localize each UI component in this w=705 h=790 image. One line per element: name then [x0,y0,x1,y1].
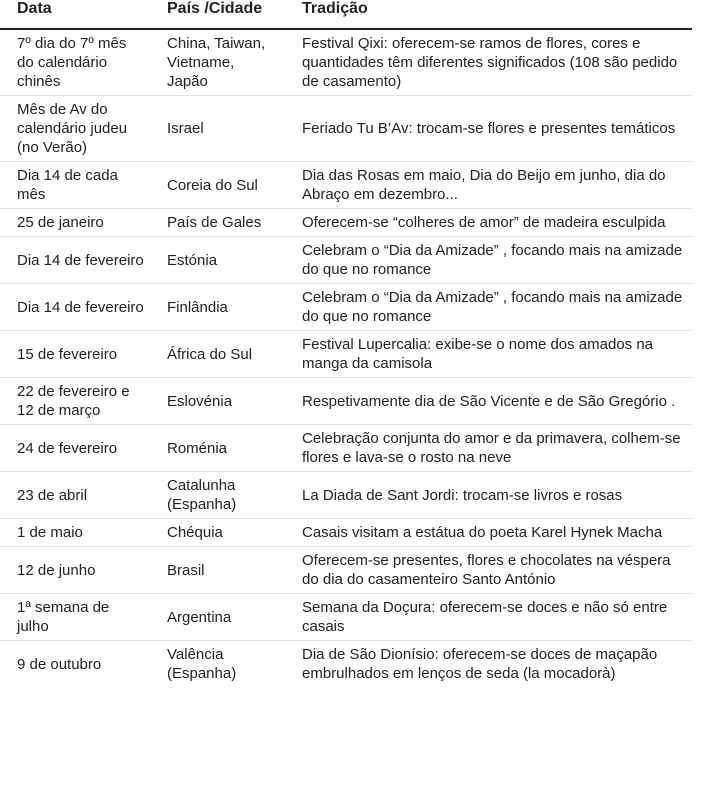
header-date: Data [0,0,150,29]
cell-tradition: Feriado Tu B’Av: trocam-se flores e presentes temáticos [285,96,692,162]
cell-date: 7º dia do 7º mês do calendário chinês [0,29,150,96]
cell-country: Valência (Espanha) [167,646,237,682]
cell-date: Dia 14 de cada mês [0,162,150,209]
cell-tradition: Dia das Rosas em maio, Dia do Beijo em junho, dia do Abraço em dezembro... [285,162,692,209]
header-country: País /Cidade [150,0,285,29]
table-row [0,378,692,425]
cell-country: Catalunha (Espanha) [150,472,285,519]
cell-date: Dia 14 de fevereiro [0,237,150,284]
header-row [0,0,692,29]
cell-tradition: Oferecem-se presentes, flores e chocolates na véspera do dia do casamenteiro Santo António [285,547,692,594]
cell-country: Brasil [150,547,285,594]
cell-date: Mês de Av do calendário judeu (no Verão) [0,96,150,162]
table-row [0,425,692,472]
cell-tradition: Casais visitam a estátua do poeta Karel Hynek Macha [285,519,692,547]
cell-country: África do Sul [150,331,285,378]
table-row [0,472,692,519]
table-row [0,237,692,284]
cell-country: Argentina [150,594,285,641]
cell-date: 1ª semana de julho [0,594,150,641]
cell-country: País de Gales [150,209,285,237]
cell-tradition: Celebração conjunta do amor e da primavera, colhem-se flores e lava-se o rosto na neve [285,425,692,472]
table-row [0,519,692,547]
cell-tradition: Festival Qixi: oferecem-se ramos de flores, cores e quantidades têm diferentes significados (108 são pedido de casamento) [285,29,692,96]
cell-country: Finlândia [150,284,285,331]
cell-date: 22 de fevereiro e 12 de março [0,378,150,425]
cell-tradition: Celebram o “Dia da Amizade” , focando mais na amizade do que no romance [285,284,692,331]
table-row [0,547,692,594]
table-row [0,209,692,237]
cell-tradition: Festival Lupercalia: exibe-se o nome dos amados na manga da camisola [285,331,692,378]
cell-tradition: Celebram o “Dia da Amizade” , focando mais na amizade do que no romance [285,237,692,284]
cell-tradition: Respetivamente dia de São Vicente e de São Gregório . [285,378,692,425]
table-row [0,96,692,162]
cell-country: Eslovénia [150,378,285,425]
cell-date: 1 de maio [0,519,150,547]
cell-country: Israel [150,96,285,162]
cell-date: 15 de fevereiro [0,331,150,378]
cell-country: Estónia [150,237,285,284]
cell-tradition: Semana da Doçura: oferecem-se doces e não só entre casais [285,594,692,641]
cell-date: 24 de fevereiro [0,425,150,472]
cell-country: Coreia do Sul [150,162,285,209]
table-body [0,29,692,687]
cell-tradition: Dia de São Dionísio: oferecem-se doces de maçapão embrulhados em lenços de seda (la mocadorà) [302,646,658,682]
table-row [0,641,692,688]
cell-country: Chéquia [150,519,285,547]
table-row [0,162,692,209]
table-row [0,594,692,641]
header-tradition: Tradição [285,0,692,29]
table-row [0,29,692,96]
cell-date: Dia 14 de fevereiro [0,284,150,331]
cell-date: 25 de janeiro [0,209,150,237]
cell-country: Roménia [150,425,285,472]
table-header [0,0,692,29]
table-row [0,284,692,331]
cell-tradition: Oferecem-se “colheres de amor” de madeira esculpida [285,209,692,237]
cell-tradition: La Diada de Sant Jordi: trocam-se livros e rosas [285,472,692,519]
table-row [0,331,692,378]
cell-date: 12 de junho [0,547,150,594]
cell-date: 9 de outubro [17,655,102,673]
cell-country: China, Taiwan, Vietname, Japão [150,29,285,96]
cell-date: 23 de abril [0,472,150,519]
